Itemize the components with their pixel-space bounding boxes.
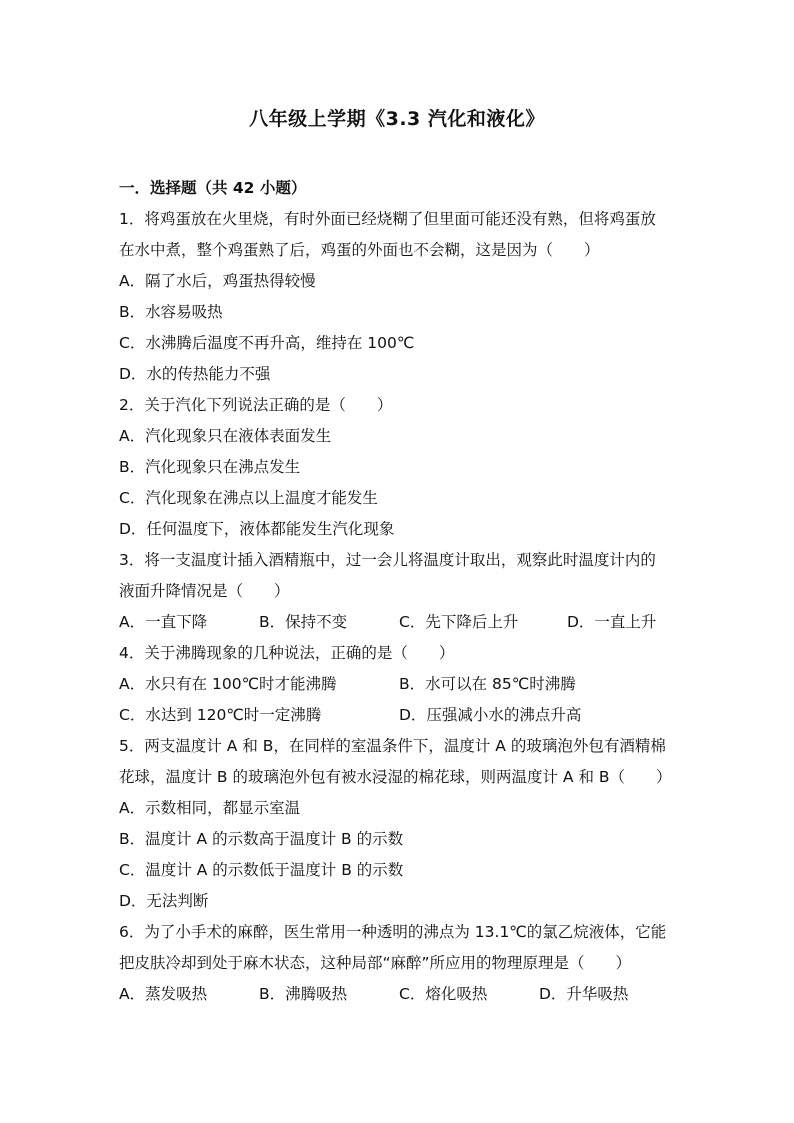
question-3-option-d: D．一直上升 (567, 613, 657, 631)
question-2-option-d: D．任何温度下，液体都能发生汽化现象 (119, 520, 395, 538)
question-5-stem-line-1: 5．两支温度计 A 和 B，在同样的室温条件下，温度计 A 的玻璃泡外包有酒精棉 (119, 737, 666, 755)
section-heading: 一．选择题（共 42 小题） (119, 179, 307, 197)
question-6-option-d: D．升华吸热 (539, 985, 629, 1003)
question-2-option-c: C．汽化现象在沸点以上温度才能发生 (119, 489, 378, 507)
question-5-option-b: B．温度计 A 的示数高于温度计 B 的示数 (119, 830, 404, 848)
question-2-stem: 2．关于汽化下列说法正确的是（ ） (119, 396, 393, 414)
question-1-stem-line-1: 1．将鸡蛋放在火里烧，有时外面已经烧糊了但里面可能还没有熟，但将鸡蛋放 (119, 210, 656, 228)
question-1-option-a: A．隔了水后，鸡蛋热得较慢 (119, 272, 316, 290)
question-4-option-c: C．水达到 120℃时一定沸腾 (119, 706, 322, 724)
question-6-option-c: C．熔化吸热 (399, 985, 488, 1003)
question-4-option-d: D．压强减小水的沸点升高 (399, 706, 582, 724)
question-4-options-row-1 (119, 669, 679, 700)
question-list (119, 173, 679, 1010)
question-3-options (119, 607, 679, 638)
question-4-stem: 4．关于沸腾现象的几种说法，正确的是（ ） (119, 644, 455, 662)
question-4-option-a: A．水只有在 100℃时才能沸腾 (119, 675, 337, 693)
question-1-stem-line-2: 在水中煮，整个鸡蛋熟了后，鸡蛋的外面也不会糊，这是因为（ ） (119, 241, 600, 259)
question-4-option-b: B．水可以在 85℃时沸腾 (399, 675, 576, 693)
question-5-option-d: D．无法判断 (119, 892, 209, 910)
question-6-option-b: B．沸腾吸热 (259, 985, 348, 1003)
question-6-stem-line-2: 把皮肤冷却到处于麻木状态，这种局部“麻醉”所应用的物理原理是（ ） (119, 954, 632, 972)
question-6-stem-line-1: 6．为了小手术的麻醉，医生常用一种透明的沸点为 13.1℃的氯乙烷液体，它能 (119, 923, 667, 941)
question-3-option-a: A．一直下降 (119, 613, 208, 631)
question-5-option-a: A．示数相同，都显示室温 (119, 799, 301, 817)
question-4-options-row-2 (119, 700, 679, 731)
question-1-option-b: B．水容易吸热 (119, 303, 223, 321)
question-5-stem-line-2: 花球，温度计 B 的玻璃泡外包有被水浸湿的棉花球，则两温度计 A 和 B（ ） (119, 768, 672, 786)
question-2-option-a: A．汽化现象只在液体表面发生 (119, 427, 332, 445)
question-2-option-b: B．汽化现象只在沸点发生 (119, 458, 301, 476)
question-3-option-b: B．保持不变 (259, 613, 348, 631)
question-1-option-d: D．水的传热能力不强 (119, 365, 271, 383)
page-title: 八年级上学期《3.3 汽化和液化》 (249, 108, 545, 130)
question-3-option-c: C．先下降后上升 (399, 613, 519, 631)
question-5-option-c: C．温度计 A 的示数低于温度计 B 的示数 (119, 861, 404, 879)
question-6-options (119, 979, 679, 1010)
question-3-stem-line-1: 3．将一支温度计插入酒精瓶中，过一会儿将温度计取出，观察此时温度计内的 (119, 551, 656, 569)
question-3-stem-line-2: 液面升降情况是（ ） (119, 582, 290, 600)
question-1-option-c: C．水沸腾后温度不再升高，维持在 100℃ (119, 334, 415, 352)
question-6-option-a: A．蒸发吸热 (119, 985, 208, 1003)
